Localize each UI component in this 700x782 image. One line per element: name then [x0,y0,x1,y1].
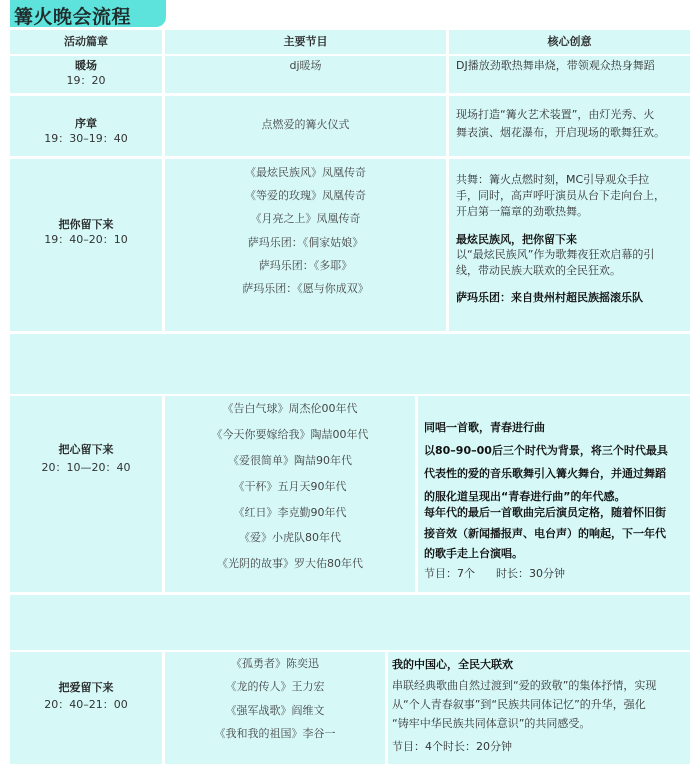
section-name: 把心留下来 [58,443,114,456]
program-item: 《强军战歌》阎维文 [225,704,325,717]
program-item: 萨玛乐团：《多耶》 [258,259,353,272]
idea-text: 开启第一篇章的劲歌热舞。 [456,205,588,218]
section-name: 把爱留下来 [58,681,114,694]
idea-text: 的服化道呈现出“青春进行曲”的年代感。 [424,490,626,503]
header-idea: 核心创意 [547,35,592,48]
idea-text: 串联经典歌曲自然过渡到“爱的致敬”的集体抒情，实现 [392,679,657,692]
program-item: 《龙的传人》王力宏 [225,680,325,693]
idea-text: 共舞：篝火点燃时刻，MC引导观众手拉 [456,173,650,186]
program-item: 《今天你要嫁给我》陶喆00年代 [211,428,369,441]
idea-text: DJ播放劲歌热舞串烧，带领观众热身舞蹈 [456,59,655,72]
idea-text: 手，同时，高声呼吁演员从台下走向台上， [456,189,665,202]
section-name: 序章 [75,117,97,130]
program-item: 《月亮之上》凤凰传奇 [250,212,361,225]
idea-text: 以“最炫民族风”作为歌舞夜狂欢启幕的引 [456,248,655,261]
program-item: 《光阴的故事》罗大佑80年代 [217,557,363,570]
idea-heading: 我的中国心，全民大联欢 [392,658,513,671]
program-item: 萨玛乐团：《侗家姑娘》 [247,236,364,249]
idea-text: 的歌手走上台演唱。 [424,547,523,560]
program-meta: 节目：4个时长：20分钟 [392,740,512,753]
idea-text: 从“个人青春叙事”到“民族共同体记忆”的升华，强化 [392,698,646,711]
program-item: 《我和我的祖国》李谷一 [214,727,336,740]
program-item: 《爱很简单》陶喆90年代 [228,454,352,467]
section-time: 19：30–19：40 [44,132,128,145]
idea-heading: 最炫民族风，把你留下来 [456,233,577,246]
idea-text: “铸牢中华民族共同体意识”的共同感受。 [392,717,591,730]
idea-text: 接音效（新闻播报声、电台声）的响起，下一年代 [424,527,666,540]
row-love-spacer-cell [10,595,690,650]
section-time: 19：20 [66,74,106,87]
program-item: dj暖场 [289,59,322,72]
section-time: 20：10—20：40 [41,461,131,474]
program-item: 《告白气球》周杰伦00年代 [222,402,358,415]
section-time: 20：40–21：00 [44,698,128,711]
program-item: 《孤勇者》陈奕迅 [231,657,319,670]
header-chapter: 活动篇章 [64,35,108,48]
section-time: 19：40–20：10 [44,233,128,246]
idea-text: 现场打造“篝火艺术装置”，由灯光秀、火 [456,108,655,121]
header-program: 主要节目 [283,35,328,48]
section-name: 把你留下来 [58,218,114,231]
idea-heading: 同唱一首歌，青春进行曲 [424,421,545,434]
idea-text: 每年代的最后一首歌曲完后演员定格，随着怀旧街 [424,506,666,519]
idea-text: 以80–90–00后三个时代为背景，将三个时代最具 [424,444,668,457]
idea-text: 线，带动民族大联欢的全民狂欢。 [456,264,621,277]
program-item: 萨玛乐团：《愿与你成双》 [242,282,369,295]
section-name: 暖场 [75,59,97,72]
row-heart-spacer-cell [10,334,690,394]
program-meta: 节目：7个 时长：30分钟 [424,567,565,580]
page-title: 篝火晚会流程 [14,6,132,28]
title-tab [10,0,166,27]
program-item: 《红日》李克勤90年代 [233,506,347,519]
program-item: 《爱》小虎队80年代 [239,531,341,544]
idea-text: 舞表演、烟花瀑布，开启现场的歌舞狂欢。 [456,126,665,139]
program-item: 《等爱的玫瑰》凤凰传奇 [245,189,366,202]
idea-heading: 萨玛乐团：来自贵州村超民族摇滚乐队 [456,291,643,304]
row-heart-chapter-cell [10,396,162,592]
program-item: 《最炫民族风》凤凰传奇 [245,166,366,179]
program-item: 点燃爱的篝火仪式 [261,118,350,131]
idea-text: 代表性的爱的音乐歌舞引入篝火舞台，并通过舞蹈 [424,467,666,480]
program-item: 《干杯》五月天90年代 [233,480,347,493]
